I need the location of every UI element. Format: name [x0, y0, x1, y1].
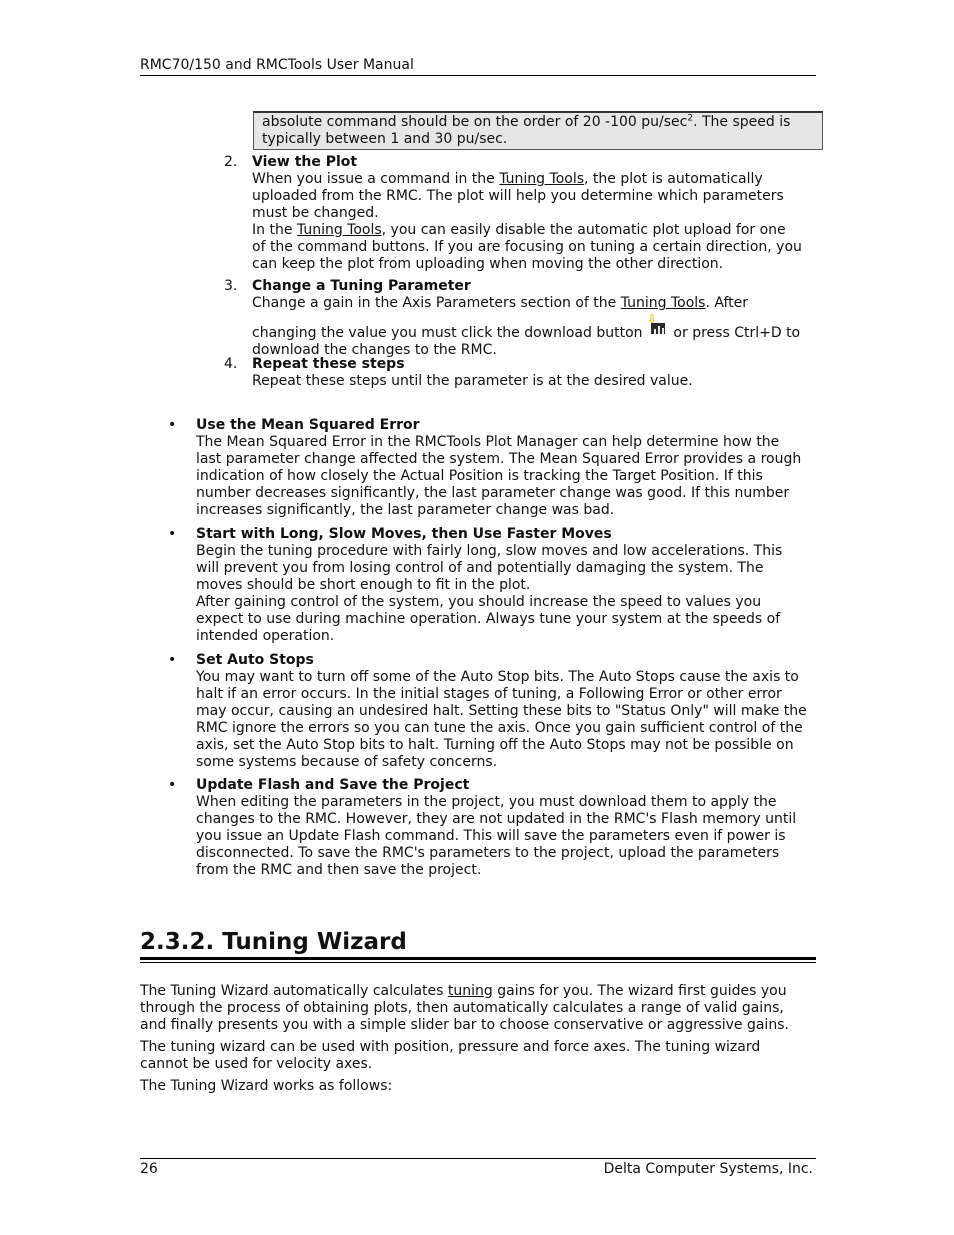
bullet-text-line: halt if an error occurs. In the initial stages of tuning, a Following Error or other error: [196, 686, 782, 702]
bullet-text-line: will prevent you from losing control of and potentially damaging the system. The: [196, 560, 764, 576]
step-view-the-plot: [224, 154, 824, 273]
bullet-symbol: •: [168, 777, 177, 793]
bullet-text-line: number decreases significantly, the last parameter change was good. If this number: [196, 485, 790, 501]
step-text-line: can keep the plot from uploading when moving the other direction.: [252, 256, 724, 272]
bullet-text-line: disconnected. To save the RMC's parameters to the project, upload the parameters: [196, 845, 780, 861]
bullet-text-line: moves should be short enough to fit in the plot.: [196, 577, 531, 593]
step-text-line: In the Tuning Tools, you can easily disable the automatic plot upload for one: [252, 222, 786, 238]
bullet-text-line: You may want to turn off some of the Auto Stop bits. The Auto Stops cause the axis to: [196, 669, 799, 685]
step-text-line: of the command buttons. If you are focusing on tuning a certain direction, you: [252, 239, 802, 255]
bullet-set-auto-stops: [168, 652, 818, 771]
paragraph-line: The Tuning Wizard automatically calculates tuning gains for you. The wizard first guides you: [140, 983, 787, 999]
bullet-text-line: changes to the RMC. However, they are not updated in the RMC's Flash memory until: [196, 811, 797, 827]
step-text-line: When you issue a command in the Tuning Tools, the plot is automatically: [252, 171, 763, 187]
step-text-line: Repeat these steps until the parameter is at the desired value.: [252, 373, 693, 389]
bullet-long-slow-moves: [168, 526, 818, 645]
page-number: 26: [140, 1161, 158, 1177]
step-title: Change a Tuning Parameter: [252, 278, 471, 294]
bullet-title: Use the Mean Squared Error: [196, 417, 420, 433]
bullet-text-line: When editing the parameters in the project, you must download them to apply the: [196, 794, 777, 810]
paragraph-line: cannot be used for velocity axes.: [140, 1056, 373, 1072]
paragraph-line: and finally presents you with a simple slider bar to choose conservative or aggressive gains.: [140, 1017, 789, 1033]
tuning-tools-link[interactable]: Tuning Tools: [296, 222, 382, 238]
step-text-line: changing the value you must click the download button ⇩ or press Ctrl+D to: [252, 312, 801, 341]
section-rule: [140, 962, 816, 963]
section-rule: [140, 957, 816, 960]
download-to-rmc-icon[interactable]: ⇩: [647, 317, 667, 335]
step-repeat-these-steps: [224, 356, 824, 390]
paragraph-line: The tuning wizard can be used with position, pressure and force axes. The tuning wizard: [140, 1039, 761, 1055]
bullet-text-line: increases significantly, the last parameter change was bad.: [196, 502, 615, 518]
bullet-symbol: •: [168, 417, 177, 433]
note-line-2: typically between 1 and 30 pu/sec.: [262, 131, 508, 147]
header-divider: [140, 75, 816, 76]
step-text-line: download the changes to the RMC.: [252, 342, 497, 358]
bullet-text-line: expect to use during machine operation. Always tune your system at the speeds of: [196, 611, 781, 627]
section-paragraph: The Tuning Wizard works as follows:: [140, 1078, 393, 1094]
note-box: [253, 111, 823, 150]
bullet-title: Start with Long, Slow Moves, then Use Faster Moves: [196, 526, 612, 542]
step-text-line: uploaded from the RMC. The plot will help you determine which parameters: [252, 188, 784, 204]
footer-divider: [140, 1158, 816, 1159]
bullet-text-line: After gaining control of the system, you should increase the speed to values you: [196, 594, 762, 610]
step-change-tuning-parameter: [224, 278, 824, 359]
bullet-text-line: indication of how closely the Actual Position is tracking the Target Position. If this: [196, 468, 763, 484]
bullet-text-line: last parameter change affected the system. The Mean Squared Error provides a rough: [196, 451, 802, 467]
section-paragraph: [140, 983, 820, 1034]
step-number: 2.: [224, 154, 238, 170]
bullet-text-line: RMC ignore the errors so you can tune the axis. Once you gain sufficient control of the: [196, 720, 803, 736]
bullet-symbol: •: [168, 526, 177, 542]
footer-company: Delta Computer Systems, Inc.: [603, 1161, 813, 1177]
bullet-mean-squared-error: [168, 417, 818, 519]
bullet-text-line: may occur, causing an undesired halt. Setting these bits to "Status Only" will make the: [196, 703, 807, 719]
bullet-symbol: •: [168, 652, 177, 668]
running-header: RMC70/150 and RMCTools User Manual: [140, 57, 414, 73]
step-text-line: must be changed.: [252, 205, 379, 221]
bullet-text-line: from the RMC and then save the project.: [196, 862, 482, 878]
superscript: 2: [687, 113, 694, 124]
section-paragraph: [140, 1039, 820, 1073]
note-line-1: absolute command should be on the order of 20 -100 $pu/\sec^2$. The speed is: [262, 113, 791, 130]
bullet-text-line: some systems because of safety concerns.: [196, 754, 498, 770]
tuning-tools-link[interactable]: Tuning Tools: [620, 295, 706, 311]
step-title: Repeat these steps: [252, 356, 405, 372]
bullet-title: Set Auto Stops: [196, 652, 314, 668]
step-title: View the Plot: [252, 154, 358, 170]
tuning-link[interactable]: tuning: [447, 983, 493, 999]
bullet-text-line: The Mean Squared Error in the RMCTools Plot Manager can help determine how the: [196, 434, 780, 450]
bullet-title: Update Flash and Save the Project: [196, 777, 470, 793]
bullet-update-flash: [168, 777, 818, 879]
step-number: 4.: [224, 356, 238, 372]
tuning-tools-link[interactable]: Tuning Tools: [499, 171, 585, 187]
bullet-text-line: axis, set the Auto Stop bits to halt. Turning off the Auto Stops may not be possible on: [196, 737, 794, 753]
bullet-text-line: intended operation.: [196, 628, 335, 644]
step-number: 3.: [224, 278, 238, 294]
section-heading: 2.3.2. Tuning Wizard: [140, 929, 407, 955]
bullet-text-line: you issue an Update Flash command. This will save the parameters even if power is: [196, 828, 786, 844]
paragraph-line: through the process of obtaining plots, then automatically calculates a range of valid gains,: [140, 1000, 784, 1016]
step-text-line: Change a gain in the Axis Parameters section of the Tuning Tools. After: [252, 295, 749, 311]
bullet-text-line: Begin the tuning procedure with fairly long, slow moves and low accelerations. This: [196, 543, 783, 559]
